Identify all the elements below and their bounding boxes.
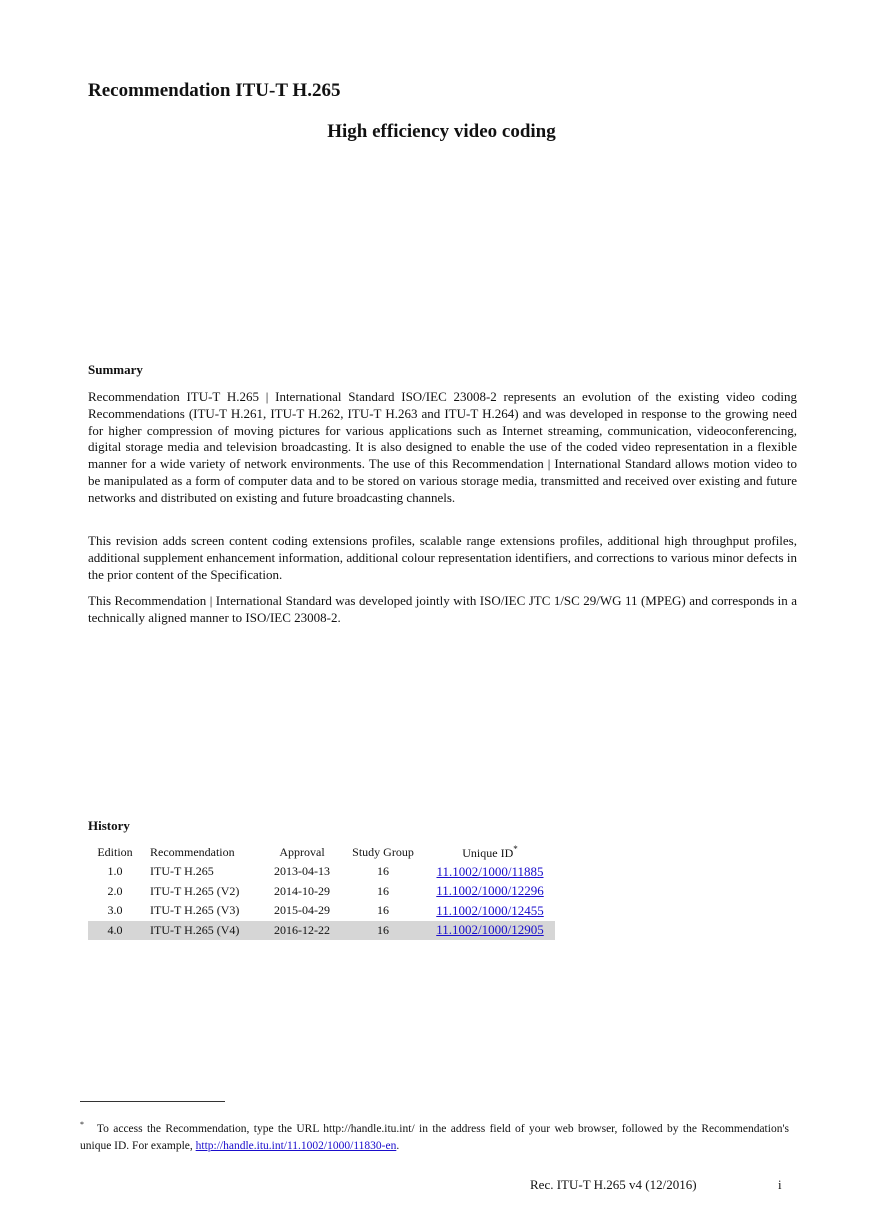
column-header-approval: Approval [279, 844, 325, 859]
unique-id-cell [425, 882, 555, 902]
table-row [88, 901, 555, 921]
approval-cell: 2015-04-29 [274, 903, 330, 918]
table-header-row [88, 842, 555, 862]
table-row [88, 882, 555, 902]
recommendation-heading: Recommendation ITU-T H.265 [88, 80, 341, 101]
footnote-marker: * [513, 843, 518, 854]
approval-cell: 2014-10-29 [274, 883, 330, 898]
footnote-end: . [396, 1139, 400, 1152]
edition-cell: 4.0 [88, 921, 142, 941]
column-header-edition: Edition [97, 844, 133, 859]
history-heading: History [88, 818, 130, 833]
edition-cell: 2.0 [107, 883, 123, 898]
edition-cell: 1.0 [107, 864, 123, 879]
unique-id-link[interactable]: 11.1002/1000/12905 [436, 922, 544, 938]
approval-cell: 2016-12-22 [263, 921, 341, 941]
column-header-recommendation: Recommendation [150, 844, 235, 859]
footer-reference: Rec. ITU-T H.265 v4 (12/2016) [530, 1177, 697, 1192]
unique-id-cell [425, 901, 555, 921]
recommendation-cell: ITU-T H.265 (V2) [150, 883, 240, 898]
footnote-example-link[interactable]: http://handle.itu.int/11.1002/1000/11830-en [195, 1139, 397, 1152]
unique-id-cell [425, 921, 555, 941]
recommendation-cell: ITU-T H.265 (V4) [142, 921, 263, 941]
study-group-cell: 16 [377, 864, 389, 879]
study-group-cell: 16 [377, 903, 389, 918]
unique-id-link[interactable]: 11.1002/1000/12455 [436, 902, 544, 918]
document-title: High efficiency video coding [327, 121, 556, 142]
edition-cell: 3.0 [107, 903, 123, 918]
summary-heading: Summary [88, 362, 143, 377]
study-group-cell: 16 [377, 883, 389, 898]
table-row [88, 862, 555, 882]
summary-paragraph: This Recommendation | International Standard was developed jointly with ISO/IEC JTC 1/SC 29/WG 11 (MPEG) and corresponds in a technically aligned manner to ISO/IEC 23008-2. [88, 593, 797, 625]
recommendation-cell: ITU-T H.265 (V3) [150, 903, 240, 918]
footnote-separator [80, 1101, 225, 1102]
footnote-marker: * [80, 1120, 84, 1129]
history-table [88, 842, 555, 940]
study-group-cell: 16 [341, 921, 425, 941]
footnote [80, 1117, 789, 1154]
column-header-study-group: Study Group [352, 844, 414, 859]
recommendation-cell: ITU-T H.265 [150, 864, 214, 879]
summary-paragraph: This revision adds screen content coding extensions profiles, scalable range extensions profiles, additional high throughput profiles, additional supplement enhancement information, additional colour representation identifiers, and corrections to various minor defects in the prior content of the Specification. [88, 533, 797, 582]
unique-id-link[interactable]: 11.1002/1000/12296 [436, 883, 544, 899]
footnote-text: To access the Recommendation, type the URL http://handle.itu.int/ in the address field of your web browser, followed by the Recommendation's unique ID. For example, [80, 1123, 789, 1152]
column-header-unique-id [425, 842, 555, 862]
page-number: i [778, 1177, 782, 1192]
approval-cell: 2013-04-13 [274, 864, 330, 879]
summary-paragraph: Recommendation ITU-T H.265 | International Standard ISO/IEC 23008-2 represents an evolution of the existing video coding Recommendations (ITU-T H.261, ITU-T H.262, ITU-T H.263 and ITU-T H.264) and was developed in response to the growing need for higher compression of moving pictures for various applications such as Internet streaming, communication, videoconferencing, digital storage media and television broadcasting. It is also designed to enable the use of the coded video representation in a flexible manner for a wide variety of network environments. The use of this Recommendation | International Standard allows motion video to be manipulated as a form of computer data and to be stored on various storage media, transmitted and received over existing and future networks and distributed on existing and future broadcasting channels. [88, 389, 797, 505]
unique-id-label: Unique ID [462, 845, 514, 860]
unique-id-link[interactable]: 11.1002/1000/11885 [436, 863, 544, 879]
unique-id-cell [425, 862, 555, 882]
table-row-highlighted [88, 921, 555, 941]
